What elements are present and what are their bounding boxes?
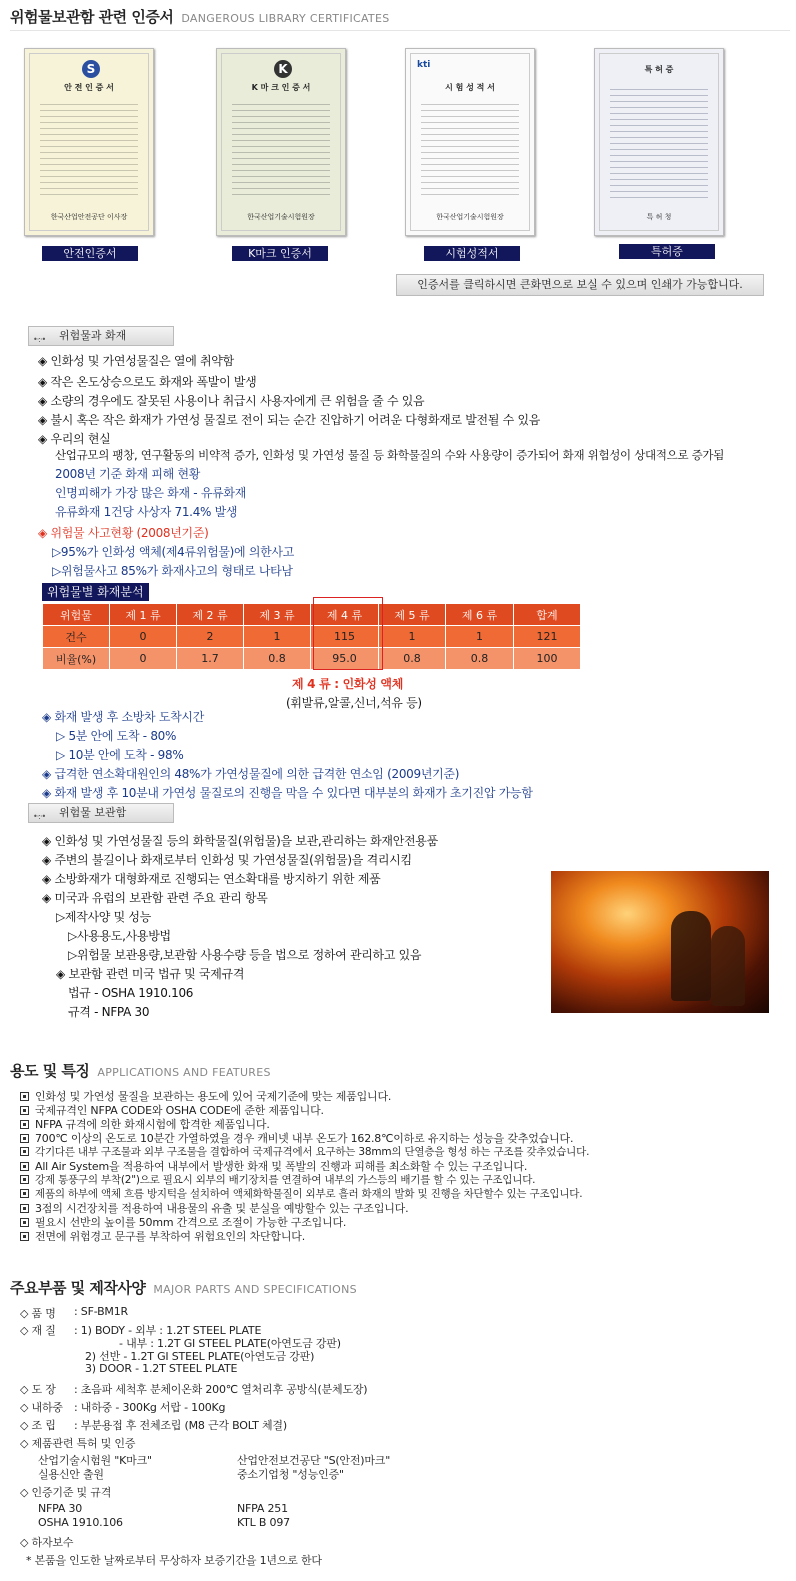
square-bullet-icon [20,1232,29,1241]
hazard-bullet: ◈ 우리의 현실 [38,432,111,446]
warranty-text: * 본품을 인도한 날짜로부터 무상하자 보증기간을 1년으로 한다 [26,1554,322,1567]
k-mark-icon: K [274,60,292,78]
patent-item: 실용신안 출원 [38,1468,104,1481]
feature-item: 제품의 하부에 액체 흐름 방지턱을 설치하여 액체화학물질이 외부로 흘러 화재의 발화 및 진행을 차단할수 있는 구조입니다. [20,1186,582,1201]
firefighter-photo [551,871,769,1013]
class4-highlight-box [313,597,383,670]
cert-doc-title: 특 허 증 [644,65,674,74]
spec-value: - 내부 : 1.2T GI STEEL PLATE(아연도금 강판) [119,1337,341,1350]
table-cell: 비율(%) [43,648,110,670]
cert-text-lines [232,99,330,199]
table-cell: 1 [244,626,311,648]
law-title: ◈ 보관함 관련 미국 법규 및 국제규격 [56,967,245,981]
page-title-en: DANGEROUS LIBRARY CERTIFICATES [181,12,390,25]
fire-analysis-table [42,603,581,670]
storage-bullet: ◈ 미국과 유럽의 보관함 관련 주요 관리 항목 [42,891,268,905]
table-cell: 0.8 [446,648,514,670]
table-row [43,626,581,648]
table-header-cell: 제 5 류 [379,604,446,626]
spec-value: : 부분용접 후 전체조립 (M8 근각 BOLT 체결) [74,1419,287,1432]
square-bullet-icon [20,1120,29,1129]
table-header-row [43,604,581,626]
table-cell: 2 [177,626,244,648]
spec-label: ◇ 조 립 [20,1419,56,1432]
cert-label-safety[interactable]: 안전인증서 [42,246,138,261]
closing-line: ◈ 급격한 연소확대원인의 48%가 가연성물질에 의한 급격한 연소임 (2009년기준) [42,767,460,781]
square-bullet-icon [20,1162,29,1171]
cert-doc-title: K 마 크 인 증 서 [251,83,311,92]
square-bullet-icon [20,1106,29,1115]
table-cell: 121 [514,626,581,648]
section-tab-storage: •·:·• 위험물 보관함 [28,803,174,823]
cert-label-test[interactable]: 시험성적서 [424,246,520,261]
square-bullet-icon [20,1134,29,1143]
spec-label: ◇ 내하중 [20,1401,63,1414]
closing-line: ◈ 화재 발생 후 10분내 가연성 물질로의 진행을 막을 수 있다면 대부분의 화재가 초기진압 가능함 [42,786,533,800]
table-cell: 100 [514,648,581,670]
cert-label-kmark[interactable]: K마크 인증서 [232,246,328,261]
spec-value: 2) 선반 - 1.2T GI STEEL PLATE(아연도금 강판) [85,1350,315,1363]
specs-title-en: MAJOR PARTS AND SPECIFICATIONS [153,1283,357,1296]
table-cell: 1 [379,626,446,648]
feature-item: 전면에 위험경고 문구를 부착하여 위험요인의 차단합니다. [20,1228,305,1244]
spec-value: : 1) BODY - 외부 : 1.2T STEEL PLATE [74,1324,262,1337]
cert-doc-title: 안 전 인 증 서 [64,83,114,92]
applications-title-en: APPLICATIONS AND FEATURES [97,1066,271,1079]
spec-label: ◇ 품 명 [20,1307,56,1320]
spec-label: ◇ 도 장 [20,1383,56,1396]
spec-label: ◇ 제품관련 특허 및 인증 [20,1437,136,1450]
cert-test-report-image[interactable] [405,48,535,236]
feature-item: 인화성 및 가연성 물질을 보관하는 용도에 있어 국제기준에 맞는 제품입니다. [20,1088,391,1104]
table-cell: 1.7 [177,648,244,670]
cert-issuer: 특 허 청 [646,213,672,221]
spec-value: : SF-BM1R [74,1305,128,1318]
standard-item: NFPA 30 [38,1502,83,1515]
standard-item: KTL B 097 [237,1516,290,1529]
table-header-cell: 제 1 류 [110,604,177,626]
feature-item: 강제 통풍구의 부착(2")으로 필요시 외부의 배기장치를 연결하여 내부의 가스등의 배기를 할 수 있는 구조입니다. [20,1172,535,1187]
accident-line: ▷95%가 인화성 액체(제4류위험물)에 의한사고 [52,545,295,559]
arrival-line: ▷ 5분 안에 도착 - 80% [56,729,177,743]
cert-issuer: 한국산업기술시험원장 [436,213,504,221]
table-cell: 0.8 [379,648,446,670]
accident-title: ◈ 위험물 사고현황 (2008년기준) [38,526,209,540]
storage-sub: ▷사용용도,사용방법 [68,929,171,943]
table-cell: 115 [311,626,379,648]
standard-item: OSHA 1910.106 [38,1516,123,1529]
specs-title: 주요부품 및 제작사양 MAJOR PARTS AND SPECIFICATIONS [10,1279,357,1297]
standard-text: 규격 - NFPA 30 [68,1005,150,1019]
cert-patent-image[interactable] [594,48,724,236]
table-row [43,648,581,670]
square-bullet-icon [20,1189,29,1198]
square-bullet-icon [20,1092,29,1101]
spec-label: ◇ 하자보수 [20,1536,74,1549]
accident-line: ▷위험물사고 85%가 화재사고의 형태로 나타남 [52,564,293,578]
table-header-cell: 위험물 [43,604,110,626]
feature-item: 국제규격인 NFPA CODE와 OSHA CODE에 준한 제품입니다. [20,1102,324,1118]
spec-value: 3) DOOR - 1.2T STEEL PLATE [85,1362,238,1375]
cert-doc-title: 시 험 성 적 서 [445,83,495,92]
patent-item: 산업안전보건공단 "S(안전)마크" [237,1454,391,1467]
square-bullet-icon [20,1218,29,1227]
arrival-title: ◈ 화재 발생 후 소방차 도착시간 [42,710,205,724]
table-header-cell: 제 2 류 [177,604,244,626]
stats-line: 인명피해가 가장 많은 화재 - 유류화재 [55,486,246,500]
stats-line: 2008년 기준 화재 피해 현황 [55,467,201,481]
cert-safety-image[interactable] [24,48,154,236]
table-cell: 건수 [43,626,110,648]
applications-title: 용도 및 특징 APPLICATIONS AND FEATURES [10,1062,271,1080]
hazard-bullet: ◈ 불시 혹은 작은 화재가 가연성 물질로 전이 되는 순간 진압하기 어려운 다형화재로 발전될 수 있음 [38,413,541,427]
firefighter-silhouette [711,926,745,1006]
class4-note: 제 4 류 : 인화성 액체 [292,677,403,691]
table-header-cell: 제 4 류 [311,604,379,626]
storage-bullet: ◈ 소방화재가 대형화재로 진행되는 연소확대를 방지하기 위한 제품 [42,872,381,886]
feature-item: 각기다른 내부 구조물과 외부 구조물을 결합하여 국제규격에서 요구하는 38mm의 단열층을 형성 하는 구조를 갖추었습니다. [20,1144,589,1159]
page-title: 위험물보관함 관련 인증서 DANGEROUS LIBRARY CERTIFICATES [10,8,390,26]
cert-issuer: 한국산업안전공단 이사장 [50,213,128,221]
storage-bullet: ◈ 주변의 불길이나 화재로부터 인화성 및 가연성물질(위험물)을 격리시킴 [42,853,412,867]
cert-text-lines [40,99,138,199]
table-cell: 0.8 [244,648,311,670]
table-title: 위험물별 화재분석 [42,583,149,601]
table-header-cell: 제 6 류 [446,604,514,626]
storage-bullet: ◈ 인화성 및 가연성물질 등의 화학물질(위험물)을 보관,관리하는 화재안전용품 [42,834,438,848]
cert-kmark-image[interactable] [216,48,346,236]
stats-line: 유류화재 1건당 사상자 71.4% 발생 [55,505,238,519]
hazard-bullet: ◈ 소량의 경우에도 잘못된 사용이나 취급시 사용자에게 큰 위험을 줄 수 있음 [38,394,425,408]
class4-examples: (휘발류,알콜,신너,석유 등) [286,696,422,710]
table-header-cell: 합계 [514,604,581,626]
cert-label-patent[interactable]: 특허증 [619,244,715,259]
square-bullet-icon [20,1147,29,1156]
cert-notice: 인증서를 클릭하시면 큰화면으로 보실 수 있으며 인쇄가 가능합니다. [396,274,764,296]
spec-label: ◇ 인증기준 및 규격 [20,1486,112,1499]
dots-icon: •·:·• [33,335,46,344]
standard-item: NFPA 251 [237,1502,288,1515]
table-cell: 95.0 [311,648,379,670]
square-bullet-icon [20,1204,29,1213]
cert-issuer: 한국산업기술시험원장 [247,213,315,221]
law-text: 법규 - OSHA 1910.106 [68,986,194,1000]
firefighter-silhouette [671,911,711,1001]
table-header-cell: 제 3 류 [244,604,311,626]
feature-item: 3점의 시건장치를 적용하여 내용물의 유출 및 분실을 예방할수 있는 구조입니다. [20,1200,408,1216]
dots-icon: •·:·• [33,812,46,821]
table-cell: 0 [110,648,177,670]
storage-sub: ▷위험물 보관용량,보관함 사용수량 등을 법으로 정하여 관리하고 있음 [68,948,422,962]
feature-item: 700℃ 이상의 온도로 10분간 가열하였을 경우 캐비넷 내부 온도가 162.8℃이하로 유지하는 성능을 갖추었습니다. [20,1130,573,1146]
hazard-bullet: ◈ 인화성 및 가연성물질은 열에 취약함 [38,354,234,368]
cert-text-lines [610,84,708,199]
kti-logo-icon: kti [417,60,431,70]
s-mark-icon: S [82,60,100,78]
hazard-bullet: ◈ 작은 온도상승으로도 화재와 폭발이 발생 [38,375,257,389]
storage-sub: ▷제작사양 및 성능 [56,910,152,924]
section-tab-hazard-fire: •·:·• 위험물과 화재 [28,326,174,346]
spec-label: ◇ 재 질 [20,1324,56,1337]
table-cell: 0 [110,626,177,648]
feature-item: NFPA 규격에 의한 화재시험에 합격한 제품입니다. [20,1116,270,1132]
patent-item: 중소기업청 "성능인증" [237,1468,344,1481]
reality-text: 산업규모의 팽창, 연구활동의 비약적 증가, 인화성 및 가연성 물질 등 화학물질의 수와 사용량이 증가되어 화재 위험성이 상대적으로 증가됨 [55,448,725,462]
cert-text-lines [421,99,519,199]
feature-item: All Air System을 적용하여 내부에서 발생한 화재 및 폭발의 진행과 피해를 최소화할 수 있는 구조입니다. [20,1158,527,1174]
patent-item: 산업기술시험원 "K마크" [38,1454,152,1467]
spec-value: : 초음파 세척후 분체이온화 200℃ 열처리후 공방식(분체도장) [74,1383,368,1396]
divider [10,30,790,31]
feature-item: 필요시 선반의 높이를 50mm 간격으로 조절이 가능한 구조입니다. [20,1214,346,1230]
square-bullet-icon [20,1175,29,1184]
spec-value: : 내하중 - 300Kg 서랍 - 100Kg [74,1401,226,1414]
table-cell: 1 [446,626,514,648]
arrival-line: ▷ 10분 안에 도착 - 98% [56,748,184,762]
